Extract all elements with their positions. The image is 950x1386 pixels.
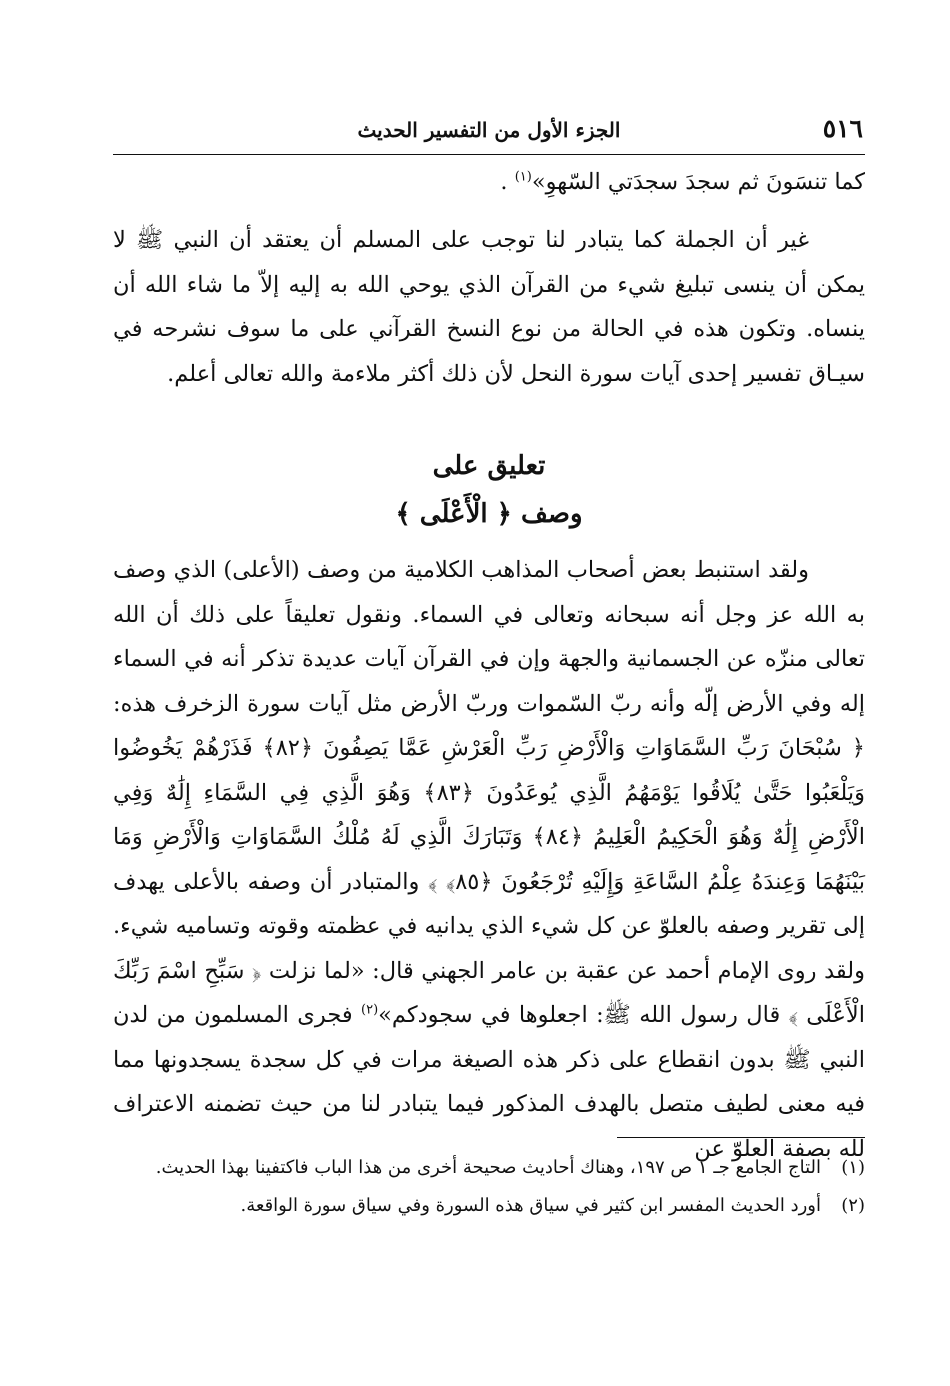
page-number: ٥١٦ bbox=[822, 114, 863, 143]
paragraph-text-continued: فجرى المسلمون من لدن النبي ﷺ بدون انقطاع على ذكر هذه الصيغة مرات في كل سجدة يسجدونها مما فيه معنى لطيف متصل بالهدف المذكور فيما يتبادر لنا من حيث تضمنه الاعتراف لله بصفة العلوّ عن bbox=[113, 1002, 865, 1162]
heading-line-2: وصف ﴿ الْأَعْلَى ﴾ bbox=[395, 499, 583, 529]
heading-line-1: تعليق على bbox=[432, 451, 546, 481]
footnote-ref: (١) bbox=[514, 169, 532, 185]
running-title: الجزء الأول من التفسير الحديث bbox=[357, 118, 621, 142]
paragraph-commentary bbox=[113, 548, 865, 1171]
footnote-text: التاج الجامع جـ ١ ص ١٩٧، وهناك أحاديث صحيحة أخرى من هذا الباب فاكتفينا بهذا الحديث. bbox=[155, 1157, 821, 1178]
footnote-1 bbox=[113, 1150, 865, 1185]
paragraph-text: كما تنسَونَ ثم سجدَ سجدَتي السّهوِ» bbox=[531, 169, 865, 195]
footnote-text: أورد الحديث المفسر ابن كثير في سياق هذه السورة وفي سياق سورة الواقعة. bbox=[240, 1195, 821, 1216]
footnote-ref: (٢) bbox=[361, 1002, 379, 1018]
paragraph-text: ولقد استنبط بعض أصحاب المذاهب الكلامية من وصف (الأعلى) الذي وصف به الله عز وجل أنه سبحانه وتعالى في السماء. ونقول تعليقاً على ذلك أن الله تعالى منزّه عن الجسمانية والجهة وإن في القرآن آيات عديدة تذكر أنه في السماء إله وفي الأرض إلّه وأنه ربّ السّموات وربّ الأرض مثل آيات سورة الزخرف هذه: ﴿ سُبْحَانَ رَبِّ السَّمَاوَاتِ وَالْأَرْضِ رَبِّ الْعَرْشِ عَمَّا يَصِفُونَ ﴿٨٢﴾ فَذَرْهُمْ يَخُوضُوا وَيَلْعَبُوا حَتَّىٰ يُلَاقُوا يَوْمَهُمُ الَّذِي يُوعَدُونَ ﴿٨٣﴾ وَهُوَ الَّذِي فِي السَّمَاءِ إِلَٰهٌ وَفِي الْأَرْضِ إِلَٰهٌ وَهُوَ الْحَكِيمُ الْعَلِيمُ ﴿٨٤﴾ وَتَبَارَكَ الَّذِي لَهُ مُلْكُ السَّمَاوَاتِ وَالْأَرْضِ وَمَا بَيْنَهُمَا وَعِندَهُ عِلْمُ السَّاعَةِ وَإِلَيْهِ تُرْجَعُونَ ﴿٨٥﴾ ﴾ والمتبادر أن وصفه بالأعلى يهدف إلى تقرير وصفه بالعلوّ عن كل شيء الذي يدانيه في عظمته وقوته وتساميه شيء. ولقد روى الإمام أحمد عن عقبة بن عامر الجهني قال: «لما نزلت ﴿ سَبِّحِ اسْمَ رَبِّكَ الْأَعْلَى ﴾ قال رسول الله ﷺ: اجعلوها في سجودكم» bbox=[113, 557, 865, 1028]
footnote-number: (٢) bbox=[841, 1195, 865, 1216]
paragraph-continuation bbox=[113, 160, 865, 205]
paragraph-end: . bbox=[500, 169, 515, 195]
footnotes bbox=[113, 1150, 865, 1226]
footnote-number: (١) bbox=[841, 1157, 865, 1178]
section-heading bbox=[113, 442, 865, 538]
footnote-divider bbox=[617, 1137, 865, 1138]
paragraph-prophet-forgetting bbox=[113, 218, 865, 396]
paragraph-text: غير أن الجملة كما يتبادر لنا توجب على المسلم أن يعتقد أن النبي ﷺ لا يمكن أن ينسى تبليغ شيء من القرآن الذي يوحي الله به إليه إلاّ ما شاء الله أن ينساه. وتكون هذه في الحالة من نوع النسخ القرآني على ما سوف نشرحه في سيـاق تفسير إحدى آيات سورة النحل لأن ذلك أكثر ملاءمة والله تعالى أعلم. bbox=[113, 227, 865, 387]
running-header bbox=[113, 108, 865, 155]
footnote-2 bbox=[113, 1188, 865, 1223]
